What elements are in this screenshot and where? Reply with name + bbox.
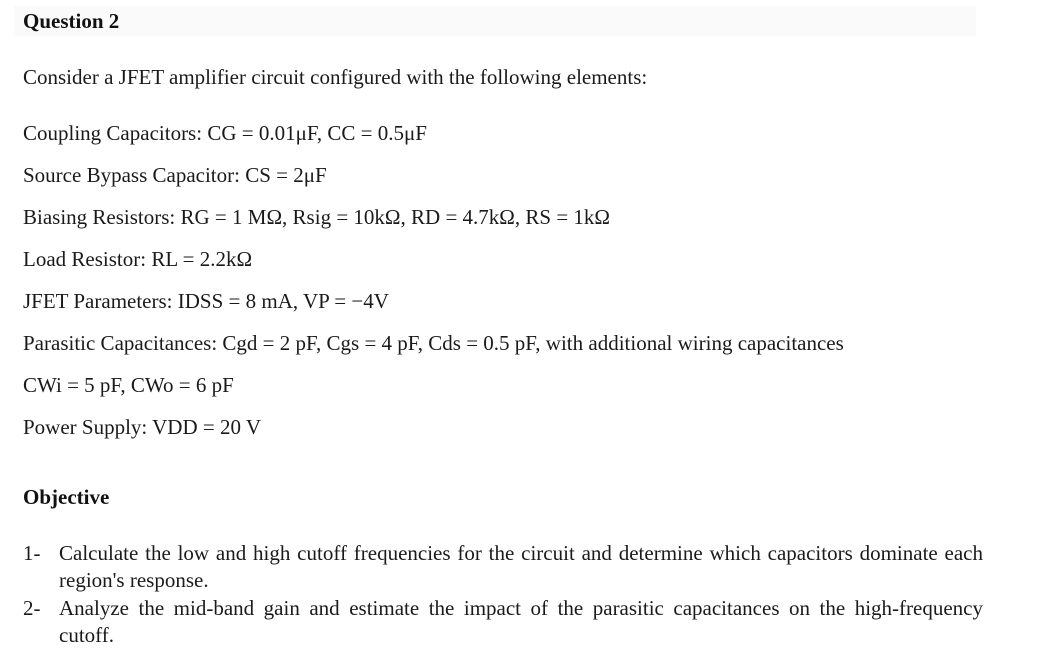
element-wiring-capacitances: CWi = 5 pF, CWo = 6 pF — [23, 373, 234, 397]
element-source-bypass-capacitor: Source Bypass Capacitor: CS = 2μF — [23, 163, 327, 187]
objective-title: Objective — [23, 485, 110, 509]
element-parasitic-capacitances: Parasitic Capacitances: Cgd = 2 pF, Cgs = 4 pF, Cds = 0.5 pF, with additional wiring capacitances — [23, 331, 844, 355]
objective-list — [23, 540, 983, 650]
objective-item-text: Calculate the low and high cutoff frequencies for the circuit and determine which capacitors dominate each region's response. — [59, 541, 983, 592]
question-title: Question 2 — [23, 9, 120, 33]
intro-text: Consider a JFET amplifier circuit configured with the following elements: — [23, 65, 648, 89]
element-power-supply: Power Supply: VDD = 20 V — [23, 415, 262, 439]
element-biasing-resistors: Biasing Resistors: RG = 1 MΩ, Rsig = 10kΩ, RD = 4.7kΩ, RS = 1kΩ — [23, 205, 611, 229]
element-jfet-parameters: JFET Parameters: IDSS = 8 mA, VP = −4V — [23, 289, 389, 313]
element-load-resistor: Load Resistor: RL = 2.2kΩ — [23, 247, 253, 271]
objective-item-number: 1- — [23, 541, 41, 565]
objective-item — [23, 540, 983, 594]
objective-item — [23, 595, 983, 649]
objective-item-text: Analyze the mid-band gain and estimate the impact of the parasitic capacitances on the high-frequency cutoff. — [59, 596, 983, 647]
element-coupling-capacitors: Coupling Capacitors: CG = 0.01μF, CC = 0.5μF — [23, 121, 427, 145]
objective-item-number: 2- — [23, 596, 41, 620]
title-background-strip — [14, 6, 976, 36]
